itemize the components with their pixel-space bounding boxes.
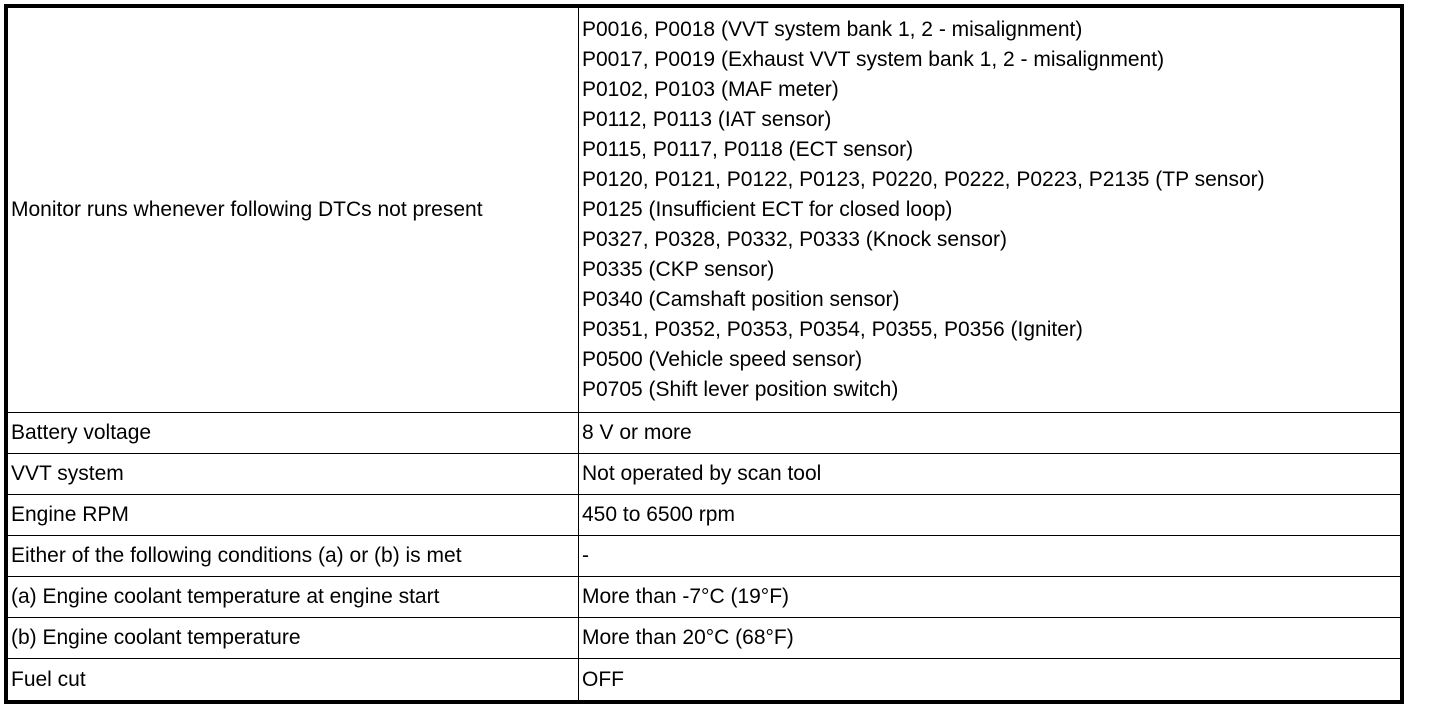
dtc-list-item: P0327, P0328, P0332, P0333 (Knock sensor) xyxy=(582,228,1007,251)
dtc-list-item: P0125 (Insufficient ECT for closed loop) xyxy=(582,198,953,221)
condition-value: 8 V or more xyxy=(579,413,1401,454)
dtc-list-item: P0102, P0103 (MAF meter) xyxy=(582,78,839,101)
condition-label: (a) Engine coolant temperature at engine start xyxy=(8,577,579,618)
dtc-list-item: P0112, P0113 (IAT sensor) xyxy=(582,108,832,131)
dtc-conditions-label: Monitor runs whenever following DTCs not present xyxy=(8,8,579,413)
condition-label: Battery voltage xyxy=(8,413,579,454)
dtc-list-item: P0016, P0018 (VVT system bank 1, 2 - misalignment) xyxy=(582,18,1083,41)
table-row-fuel-cut xyxy=(8,659,1401,701)
condition-label: (b) Engine coolant temperature xyxy=(8,618,579,659)
dtc-list-item: P0017, P0019 (Exhaust VVT system bank 1, 2 - misalignment) xyxy=(582,48,1165,71)
table-row-coolant-at-start xyxy=(8,577,1401,618)
dtc-list-item: P0115, P0117, P0118 (ECT sensor) xyxy=(582,138,914,161)
condition-value: More than -7°C (19°F) xyxy=(579,577,1401,618)
table-row-either-condition xyxy=(8,536,1401,577)
dtc-list-cell xyxy=(579,8,1401,413)
condition-label: VVT system xyxy=(8,454,579,495)
table-row-engine-rpm xyxy=(8,495,1401,536)
dtc-list-item: P0351, P0352, P0353, P0354, P0355, P0356 (Igniter) xyxy=(582,318,1083,341)
condition-value: - xyxy=(579,536,1401,577)
condition-value: OFF xyxy=(579,659,1401,701)
table-row-dtc-conditions xyxy=(8,8,1401,413)
condition-label: Either of the following conditions (a) or (b) is met xyxy=(8,536,579,577)
monitor-conditions-table xyxy=(7,7,1401,701)
dtc-list-item: P0335 (CKP sensor) xyxy=(582,258,775,281)
condition-value: More than 20°C (68°F) xyxy=(579,618,1401,659)
table-row-coolant-temperature xyxy=(8,618,1401,659)
condition-value: 450 to 6500 rpm xyxy=(579,495,1401,536)
table-row-battery-voltage xyxy=(8,413,1401,454)
dtc-list-item: P0120, P0121, P0122, P0123, P0220, P0222, P0223, P2135 (TP sensor) xyxy=(582,168,1265,191)
condition-label: Fuel cut xyxy=(8,659,579,701)
table-row-vvt-system xyxy=(8,454,1401,495)
conditions-table-frame xyxy=(4,4,1404,704)
condition-value: Not operated by scan tool xyxy=(579,454,1401,495)
dtc-list-item: P0705 (Shift lever position switch) xyxy=(582,378,899,401)
dtc-list-item: P0500 (Vehicle speed sensor) xyxy=(582,348,863,371)
dtc-list-item: P0340 (Camshaft position sensor) xyxy=(582,288,900,311)
condition-label: Engine RPM xyxy=(8,495,579,536)
